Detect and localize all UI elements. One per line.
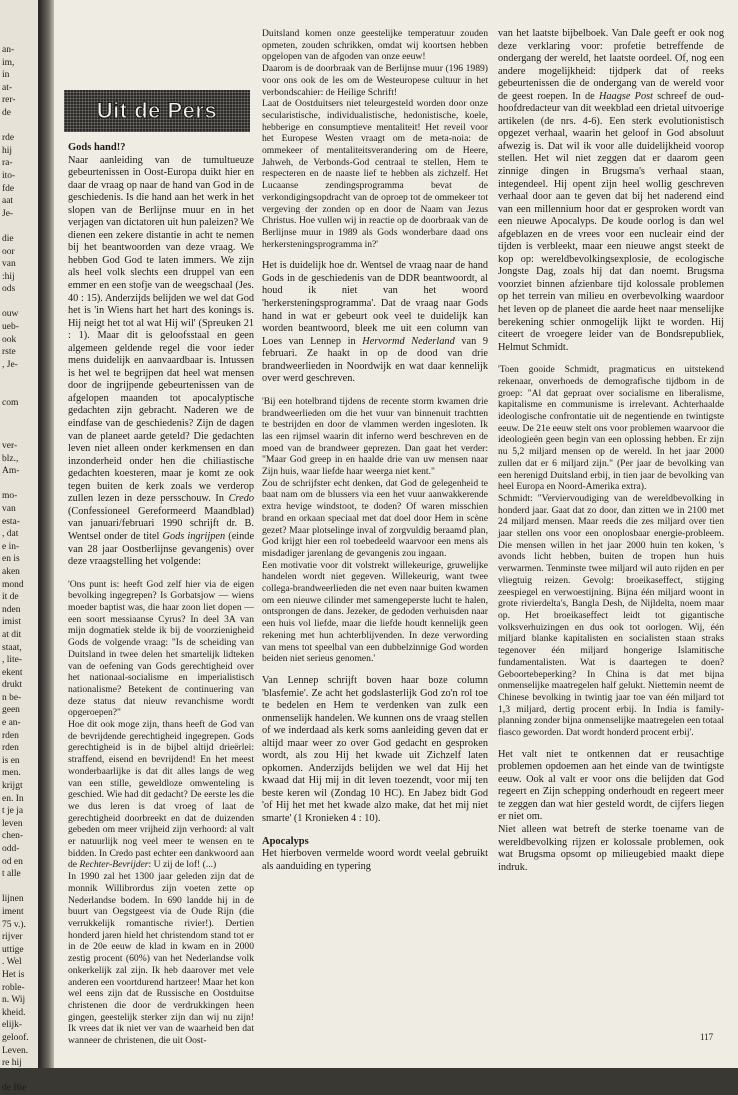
quote-paragraph: Een motivatie voor dit volstrekt willekeurige, gruwelijke handelen wordt niet gegeven. Willekeurig, want twee collega-brandweerlieden die net even naar buiten kwamen om een nieuwe cilinder met samengeperste lucht te halen, ontsprongen de dans. Jezeker, de gedoden verhuisden naar een huis vol liefde, maar die liefde houdt kennelijk geen rekening met hun achterblijvenden. In deze verwording van mens tot speelbal van een dubbelzinnige God worden beiden niet serieus genomen.' <box>262 559 488 665</box>
quote-paragraph: In 1990 zal het 1300 jaar geleden zijn dat de monnik Willibrordus zijn voeten zette op Nederlandse bodem. In 690 landde hij in de buurt van Oegstgeest via de Oude Rijn (die verrukkelijk romantische rivier!). Dertien honderd jaren hield het christendom stand tot er in de 20e eeuw de klad in kwam en in 2000 zestig procent (60%) van het Nederlandse volk onkerkelijk zal zijn. Ik heb daarover met vele anderen een voortdurend hartzeer! Maar het kon wel eens zijn dat de Russische en Oostduitse christenen die door de verdrukkingen heen gingen, geestelijk sterker zijn dan wij nu zijn! Ik vrees dat ik niet ver van de waarheid ben dat wanneer de christenen, die uit Oost- <box>68 871 254 1047</box>
paragraph: Het valt niet te ontkennen dat er reusachtige problemen opdoemen aan het einde van de twintigste eeuw. Ook al valt er voor ons die belijden dat God regeert en Zijn schepping onderhoudt en regeert meer te zeggen dan wat hier gesteld wordt, de cijfers liegen er niet om. <box>498 748 724 823</box>
article-heading: Gods hand!? <box>68 142 126 153</box>
quote-paragraph: Schmidt: "Verviervoudiging van de wereldbevolking in honderd jaar. Gaat dat zo door, dan zitten we in 2100 met 24 miljard mensen. Maar reeds die zes miljard over tien jaar stellen ons voor een onoplosbaar energie-probleem. Die mensen willen in het jaar 2000 huin ten koken, 's avonds licht hebben, buiten de tropen hun huis verwarmen. Tenminste twee miljard wil auto rijden en per vliegtuig reizen. Gevolg: broeikaseffect, stijging zeespiegel en verwoestijning. Bijna één miljard woont in grote rivierdelta's, Bangla Desh, de Nijldelta, noem maar op. Het broeikaseffect leidt tot gigantische volksverhuizingen en dus ook tot oorlogen. Wij, één miljard blanke kapitalisten en socialisten staan straks tegenover één miljard hongerige Islamitische fundamentalisten. Wat is daartegen te doen? Geboortebeperking? In China is dat met bijna onmenselijke maatregelen half gelukt. Niettemin neemt de Chinese bevolking in twintig jaar toe van één miljard tot 1,3 miljard, dertig procent erbij. In India is family-planning zonder bijna onmenselijke maatregelen een totaal fiasco geworden. Dat wordt honderd procent erbij'. <box>498 492 724 739</box>
paragraph: Het hierboven vermelde woord wordt veelal gebruikt als aanduiding en typering <box>262 848 488 872</box>
quote-paragraph: Zou de schrijfster echt denken, dat God de gelegenheid te baat nam om de blussers via een het vuur aanwakkerende extra hevige windstoot, te doden? Of waren misschien brand en orkaan speciaal met dat doel door Hem in scène gezet? Maar plotselinge inval of zorgvuldig beraamd plan, God krijgt hier een rol toebedeeld waarvoor een mens als misdadiger jarenlang de gevangenis zou ingaan. <box>262 477 488 559</box>
left-page-fragment-bottom: ver- blz., Am- mo- van esta- , dat e in- en is aken mond it de nden imist at dit staat, , lite- ekent drukt n be- geen e an- rden rden is en men. krijgt en. In t je ja leven chen- odd- od en t alle lijnen iment 75 v.). rijver uttige . Wel Het is roble- n. Wij kheid. elijk- geloof. Leven. re hij de Bie <box>2 441 29 1094</box>
left-page-edge <box>0 0 40 1094</box>
quote-paragraph: Daarom is de doorbraak van de Berlijnse muur (196 1989) voor ons ook de les om de Westeuropese cultuur in het verbondscahier: de Heilige Schrift! <box>262 63 488 98</box>
section-title: Uit de Pers <box>96 98 218 123</box>
quote-paragraph: Duitsland komen onze geestelijke temperatuur zouden opmeten, zouden schrikken, omdat wij koortsen hebben opgelopen van de afgoden van onze eeuw! <box>262 28 488 63</box>
paragraph: Naar aanleiding van de tumultueuze gebeurtenissen in Oost-Europa duikt hier en daar de vraag op naar de hand van God in de geschiedenis. Is die hand aan het werk in het slopen van de Berlijnse muur en in het verjagen van dictatoren uit hun paleizen? We dienen een zekere distantie in acht te nemen bij het beantwoorden van deze vraag. We hebben God God te laten immers. We zijn als heel volk slechts een druppel van een emmer en een stofje van de weegschaal (Jes. 40 : 15). Anderzijds belijden we wel dat God het is 'in Wiens hart het hart des konings is. Hij neigt het tot al wat Hij wil' (Spreuken 21 : 1). Maar dit is geloofsstaal en geen algemeen geldende regel die voor ieder mens duidelijk en aanvaardbaar is. Intussen is het wel te begrijpen dat heel wat mensen door de ingrijpende gebeurtenissen van de afgelopen maanden tot apocalyptische gedachten zijn gebracht. Naderen we de eindfase van de geschiedenis? Zijn de dagen van de planeet aarde geteld? Die gedachten leven niet alleen onder kerkmensen en dan inzonderheid onder hen die chiliastische gedachten koesteren, maar je komt ze ook tegen buiten de kerk zoals we verderop zullen lezen in deze persschouw. In Credo (Confessioneel Gereformeerd Maandblad) van januari/februari 1990 schrijft dr. B. Wentsel onder de titel Gods ingrijpen (einde van 28 jaar Oostberlijnse gevangenis) over deze vraagstelling het volgende: <box>68 154 255 568</box>
paragraph: van het laatste bijbelboek. Van Dale geeft er ook nog deze verklaring voor: profetie betreffende de ondergang der wereld, het laatste oordeel. Of, nog een andere mogelijkheid: tijdperk dat of reeks gebeurtenissen die de ondergang van de wereld voor de geest roepen. In de Haagse Post schreef de oud-hoofdredacteur van dit weekblad een drietal uitvoerige artikelen (de nrs. 4-6). Een sterk evolutionistisch opgezet verhaal, waarin het geloof in God absoluut afwezig is. Dat wil ik voor alle duidelijkheid voorop stellen. Het wil niet zeggen dat er daarom geen zinnige dingen in Brugsma's verhaal staan, integendeel. Hij opent zijn heel wollig geschreven verhaal door aan te geven dat bij het naderend eind van een millennium hoor dat er gesproken wordt van een nieuwe Apocalyps. De koude oorlog is dan wel afgeblazen en de vrees voor een nucleair eind der tijden is verbleekt, maar een nieuwe angst steekt de kop op: wereldbevolkingsexplosie, de ecologische Jongste Dag, zoals hij dat dan noemt. Brugsma voorziet binnen afzienbare tijd kolossale problemen op het terrein van milieu en overbevolking waardoor het leven op de planeet die aarde heet naar menselijke berekening schier onmogelijk lijkt te worden. Hij citeert de vroegere leider van de Bondsrepubliek, Helmut Schmidt. <box>498 28 725 353</box>
book-gutter <box>40 0 54 1068</box>
left-page-fragment-top: an- im, in at- rer- de rde hij ra- ito- fde aat Je- die oor van :hij ods ouw ueb- ook rste , Je- com <box>2 45 19 408</box>
column-1 <box>68 88 254 1047</box>
quote-paragraph: Hoe dit ook moge zijn, thans heeft de God van de bevrijdende gerechtigheid ingegrepen. Gods gerechtigheid is in de bijbel altijd drieërlei: straffend, eisend en bevrijdend! En het meest wonderbaarlijke is dat dit alles langs de weg van een stille, geweldloze omwenteling is geschied. Wie had dit gedacht? De eerste les die we dus leren is dat vroeg of laat de gerechtigheid doorbreekt en dat de duizenden gebeden om meer vrijheid zijn verhoord: al valt er natuurlijk nog veel meer te wensen en te bidden. In Credo past echter een dankwoord aan de Rechter-Bevrijder: U zij de lof! (...) <box>68 719 254 871</box>
paragraph: Van Lennep schrijft boven haar boze column 'blasfemie'. Ze acht het godslasterlijk God zo'n rol toe te bedelen en Hem te verdenken van zulk een onmenselijk handelen. We kunnen ons de vraag stellen of we inderdaad als kerk soms aanleiding geven dat er altijd maar weer zo over God gedacht en gesproken wordt, als zou Hij het kwade uit Zichzelf laten opkomen. Anderzijds belijden we wel dat Hij het kwaad dat Hij mij in dit leven toezendt, voor mij ten beste keren wil (Zondag 10 HC). En Jabez bidt God 'of Hij het met het kwade alzo make, dat het mij niet smarte' (1 Kronieken 4 : 10). <box>262 675 488 825</box>
page-number: 117 <box>700 1032 714 1042</box>
quote-paragraph: Laat de Oostduitsers niet teleurgesteld worden door onze secularistische, individualistische, hedonistische, koele, hebberige en consumptieve mentaliteit! Het reveil voor het Europese Westen vraagt om de meta-noia: de ommekeer of mentaliteitsverandering om de Heere, Jahweh, de Verbonds-God centraal te stellen, Hem te respecteren en de naaste lief te hebben als zichzelf. Het Lucaanse zendingsprogramma bevat de verkondigingsopdracht van de oproep tot de ommekeer tot vergeving der zonden op en door de Naam van Jezus Christus. Hoe vullen wij in reactie op de doorbraak van de Berlijnse muur in 1989 als Gods wonderbare daad ons herkersteningsprogramma in?' <box>262 98 488 250</box>
paragraph: Niet alleen wat betreft de sterke toename van de wereldbevolking rijzen er kolossale problemen, ook wat Brugsma opsomt op milieugebied maakt diepe indruk. <box>498 824 724 873</box>
quote-paragraph: 'Toen gooide Schmidt, pragmaticus en uitstekend rekenaar, onverhoeds de demografische tijdbom in de groep: "Al dat gepraat over socialisme en liberalisme, kapitalisme en communisme is irrelevant. Achterhaalde ideologische confrontatie uit de negentiende en twintigste eeuw. De 21e eeuw stelt ons voor problemen waarvoor die ideologieën geen begin van een oplossing hebben. Er zijn nu 5,2 miljard mensen op de wereld. In het jaar 2000 zullen dat er 6 miljard zijn." (Per jaar de bevolking van een herenigd Duitsland erbij, in tien jaar de bevolking van heel Europa en Noord-Amerika extra). <box>498 364 724 493</box>
quote-paragraph: 'Bij een hotelbrand tijdens de recente storm kwamen drie brandweerlieden om die het vuur van binnenuit trachtten te bestrijden en door de vlammen werden ingesloten. Ik las een rijmsel waarin dit inferno werd beschreven en de moed van de brandweer geprezen. Dan gaat het verder: "Maar God greep in en haalde drie van uw mensen naar Zijn huis, waar liefde haar weerga niet kent." <box>262 395 488 478</box>
column-3 <box>498 28 724 874</box>
paragraph: Het is duidelijk hoe dr. Wentsel de vraag naar de hand Gods in de geschiedenis van de DDR beantwoordt, al houd ik niet van het woord 'herkersteningsprogramma'. Dat de vraag naar Gods hand in wat er gebeurt ook veel te duidelijk kan worden beantwoord, bleek me uit een column van Loes van Lennep in Hervormd Nederland van 9 februari. Ze haakt in op de dood van drie brandweerlieden in Noordwijk en wat daar kennelijk over werd geschreven. <box>262 260 489 385</box>
subheading-apocalyps: Apocalyps <box>262 835 309 847</box>
column-2 <box>262 28 488 873</box>
quote-paragraph: 'Ons punt is: heeft God zelf hier via de eigen bevolking ingegrepen? Is Gorbatsjow — wiens moeder baptist was, die haar zoon liet dopen — een soort messiaanse Cyrus? In deel 3A van mijn dogmatiek stelde ik bij de voorzienigheid Gods de volgende vraag: "Is de scheiding van Duitsland in twee delen het smartelijk lidteken van de oefening van Gods gerechtigheid over het nationaal-socialisme en imperialistisch nationalisme? Betekent de continuering van deze status dat nieuw revanchisme wordt opgeroepen?" <box>68 578 254 719</box>
